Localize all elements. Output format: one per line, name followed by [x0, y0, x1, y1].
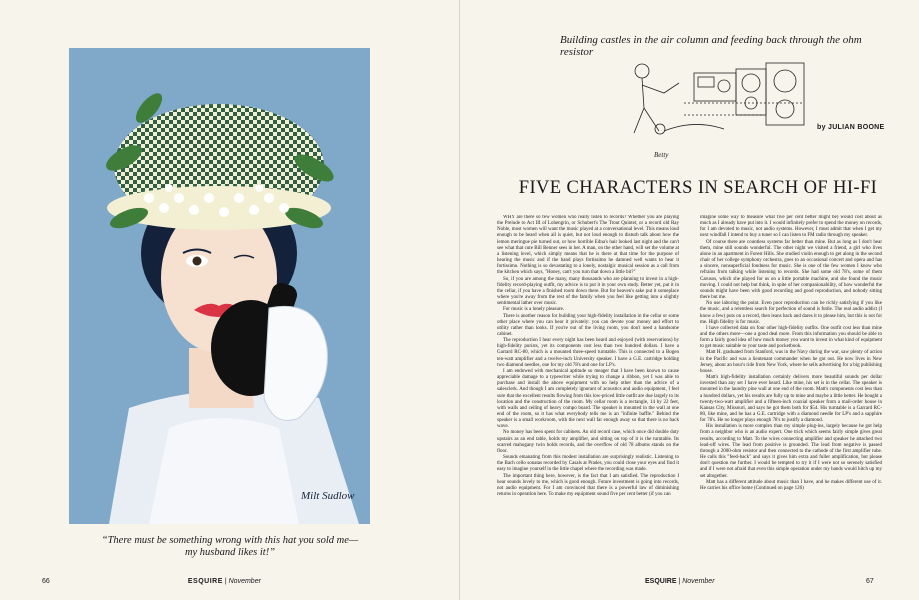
paragraph: So, if you are among the many, many thousands who are planning to invest in a high-fidelity record-playing outfit, my advice is to put it in your own study. Better yet, put it in the cellar, if you have a finished room down there. But for heaven's sake put it someplace where you're away from the rest of the family when you feel like getting into a slightly sentimental lather over music. — [497, 276, 679, 307]
page-gutter — [459, 0, 460, 600]
caption-line-2: my husband likes it!” — [184, 547, 276, 558]
paragraph: For music is a lonely pleasure. — [503, 307, 565, 313]
right-folio: ESQUIRE | November — [645, 578, 715, 585]
issue-month: November — [228, 578, 261, 585]
page-number: 66 — [42, 578, 50, 585]
paragraph: There is another reason for building your high-fidelity installation in the cellar or some other place where you can hear it privately: you can devote your money and effort to utility rather than looks. If you're out of the living room, you don't need a handsome cabinet. — [497, 313, 679, 337]
left-folio: 66 ESQUIRE | November — [42, 578, 261, 585]
hifi-drawing — [624, 53, 810, 161]
paragraph: The important thing here, however, is the fact that I am satisfied. The reproduction I hear sounds lovely to me, which is good enough. Future investment is going into records, not audio equipment. For I am convinced that there is a powerful law of diminishing returns in operation here. To make my equipment sound five per cent better (if you can — [497, 473, 679, 498]
paragraph: I have collected data on four other high-fidelity outfits. One outfit cost less than mine and the others more—one a good deal more. From this information you should be able to form a fairly good idea of how much money you want to invest in what kind of equipment to get music suitable to your taste and pocketbook. — [700, 325, 882, 350]
hifi-illustration — [624, 53, 810, 161]
article-column-2 — [700, 215, 882, 570]
magazine-name: ESQUIRE — [645, 578, 677, 585]
illustrator-signature: Milt Sudlow — [301, 490, 355, 502]
illustration-caption — [100, 535, 360, 559]
page-number: 67 — [866, 578, 874, 585]
paragraph: The reproduction I hear every night has been heard and enjoyed (with reservations) by high-fidelity purists, yet its components cost less than two hundred dollars. I have a Garrard RC-80, which is a mounted three-speed turntable. This is connected to a Bogen ten-watt amplifier and a twelve-inch University speaker. I have a G.E. cartridge holding two diamond needles, one for my old 78's and one for LP's. — [497, 338, 679, 368]
paragraph: WHY are there so few women who really listen to records? Whether you are playing the Prelude to Act III of Lohengrin, or Schubert's The Trout Quintet, or a record old Ray Noble, most women will want the music played at a conversational level. This means loud enough to be heard when all is quiet, but not loud enough to disturb talk about how the lemon meringue pie turned out, or how horrible Edna's hair looked last night and the can't see what that cute Bill Benner sees in her. A man, on the other hand, will set the volume at a listening level, which simply means that he is there at that time for the purpose of hearing the music and if the band plays fortissimo he damned well wants to hear it fortissimo. Nothing is so devastating to a lonely, nostalgic musical session as a call from the kitchen which says, "Honey, can't you turn that down a little bit?" — [497, 215, 679, 276]
hifi-art-signature: Betty — [654, 151, 669, 159]
paragraph: imagine some way to measure what five per cent better might be) would cost about as much as I already have put into it. I would infinitely prefer to spend the money on records, for I am devoted to music, not audio systems. However, I must admit that when I get my next windfall I intend to buy a tuner so I can listen to FM radio through my speaker. — [700, 215, 882, 239]
paragraph: Matt's high-fidelity installation certainly delivers more beautiful sounds per dollar invested than any set I have ever heard. Like mine, his set is in the cellar. The speaker is mounted in the laundry pine wall at one end of the room. Matt's components cost less than a hundred dollars, yet his results are fully up to mine and maybe a little better. He bought a twenty-two-watt amplifier and a fifteen-inch coaxial speaker from a mail-order house in Kansas City, Missouri, and says he got them both for $54. His turntable is a Garrard RC-80, like mine, and he has a G.E. cartridge with a diamond needle for LP's and a sapphire for 78's. He no longer plays enough 78's to justify a diamond. — [700, 375, 882, 424]
article-headline: FIVE CHARACTERS IN SEARCH OF HI-FI — [518, 178, 878, 198]
paragraph: Sounds emanating from this modest installation are surprisingly realistic. Listening to the Bach cello sonatas recorded by Casals at Prades, you could close your eyes and find it easy to imagine yourself in the little chapel where the recording was made. — [497, 455, 679, 473]
paragraph: I am endowed with mechanical aptitude so meager that I have been known to cause appreciable damage to a typewriter while trying to change a ribbon, yet I was able to purchase and install the above equipment with no help other than the advice of a salesclerk. And though I am completely ignorant of acoustics and audio equipment, I feel sure that the excellent results flowing from this low-priced little outfit are due largely to its location and the construction of the room. My cellar room is a rectangle, 14 by 22 feet, with walls and ceiling of heavy compo board. The speaker is mounted in the wall at one end of the room, so it has what everybody tells me is an "infinite baffle." Behind the speaker is a small workroom, with the next wall far enough away so that there is no back wave. — [497, 368, 679, 430]
byline: by JULIAN BOONE — [817, 124, 885, 131]
paragraph: Of course there are countless systems far better than mine. But as long as I don't hear them, mine still sounds wonderful. The other night we visited a friend, a girl who lives alone in an apartment in Forest Hills. She studied violin enough to get along in the second chair of her college symphony orchestra, goes to an occasional concert and opera and has a sincere, nonsuperficial fondness for music. She is one of the few women I know who refrains from talking while listening to records. She had some old 78's, some of them Carusos, which she played for us on a little portable machine, and she found the music moving. I could not help but think, in spite of her companionability, of how wonderful the sounds might have been with good recording and good reproduction, and nobody sitting there but me. — [700, 239, 882, 301]
paragraph: No money has been spent for cabinets. An old record case, which once did double duty upstairs as an end table, holds my amplifier, and sitting on top of it is the turntable. Its scarred mahogany twin holds records, and the overflow of old 78 albums stands on the floor. — [497, 430, 679, 454]
illustration-art — [69, 48, 370, 524]
paragraph: No use laboring the point. Even poor reproduction can be richly satisfying if you like the music, and a relentless search for perfection of sound is futile. The real audio addict (I know a few) puts on a record, then leans back and dares it to please him, but this is not for me. High fidelity is for music. — [700, 301, 882, 325]
article-kicker: Building castles in the air column and feeding back through the ohm resistor — [560, 34, 862, 58]
hat-woman-illustration — [69, 48, 370, 524]
caption-line-1: “There must be something wrong with this hat you sold me— — [101, 535, 359, 546]
issue-month: November — [682, 578, 715, 585]
paragraph: Matt has a different attitude about music than I have, and he makes different use of it. He carries his office home (Continued on page 126) — [700, 479, 882, 491]
magazine-name: ESQUIRE — [187, 578, 223, 585]
paragraph: His installation is more complex than my simple plug-ins, largely because he got help from a neighbor who is an audio expert. One trick which seems fairly simple gives great results, according to Matt. To the wires connecting amplifier and speaker he attached two lead-off wires. The lead from positive is grounded. The lead from negative is passed through a 2000-ohm resistor and then connected to the cathode of the first amplifier tube. He calls this "feed-back" and says it gives him extra and fuller amplification, but please don't question me further. I would be tempted to try it if I were not so serenely satisfied and if I were not afraid that even this simple operation under my hands would hitch up my set altogether. — [700, 424, 882, 479]
paragraph: Matt H. graduated from Stanford, was in the Navy during the war, saw plenty of action in the Pacific and was a lieutenant commander when he got out. He now lives in New Jersey, about an hour's ride from New York, where he sells advertising for a big publishing house. — [700, 350, 882, 374]
article-column-1 — [497, 215, 679, 570]
